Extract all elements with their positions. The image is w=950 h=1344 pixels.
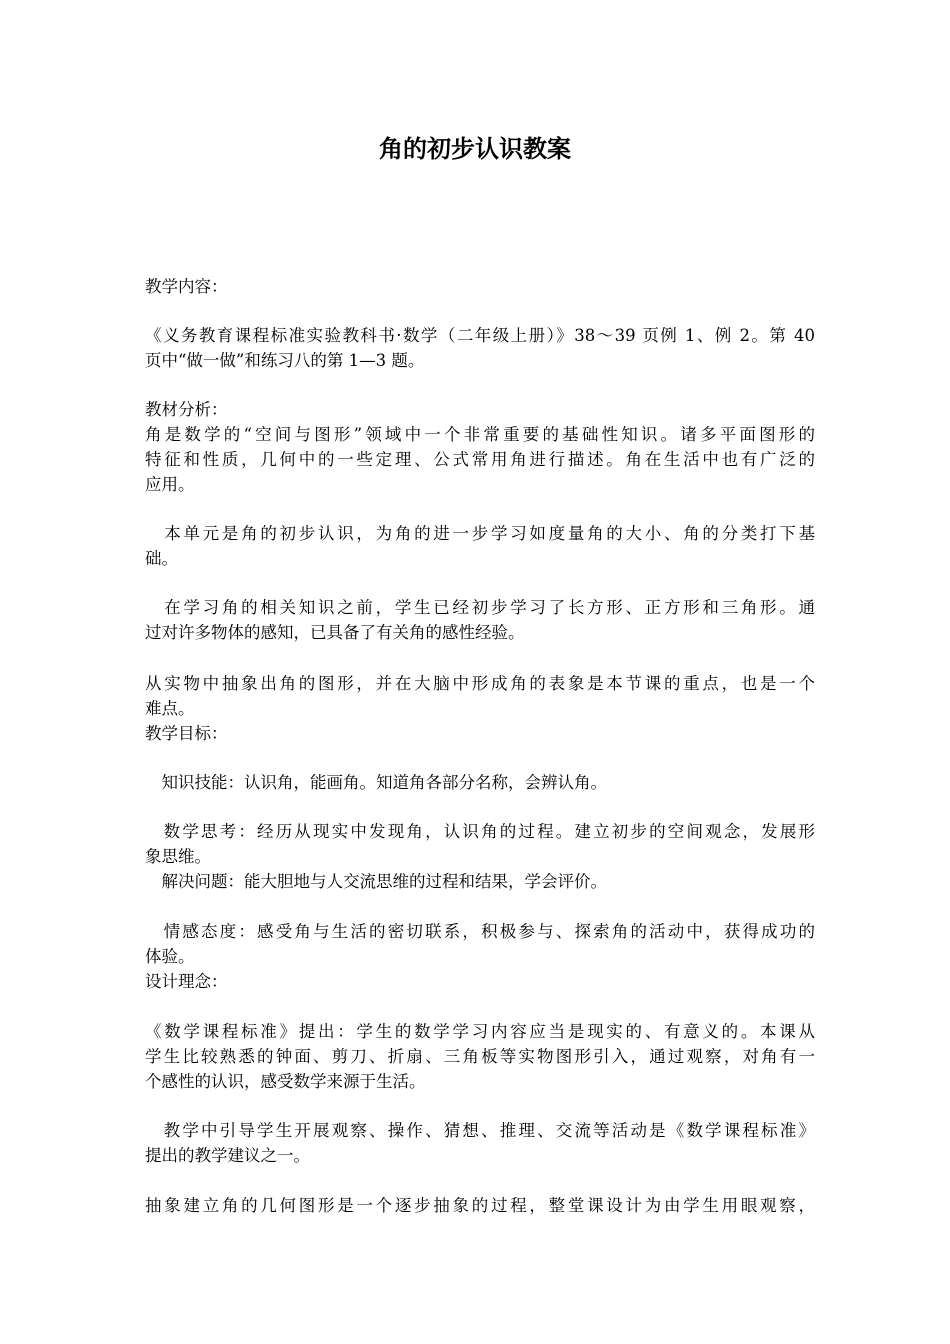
section-heading-design: 设计理念： bbox=[145, 972, 228, 991]
document-title: 角的初步认识教案 bbox=[379, 135, 571, 163]
paragraph-line: 《数学课程标准》提出：学生的数学学习内容应当是现实的、有意义的。本课从 bbox=[145, 1022, 815, 1041]
paragraph-line: 个感性的认识，感受数学来源于生活。 bbox=[145, 1072, 426, 1091]
paragraph-line: 教学中引导学生开展观察、操作、猜想、推理、交流等活动是《数学课程标准》 bbox=[145, 1121, 815, 1140]
paragraph-line: 从实物中抽象出角的图形，并在大脑中形成角的表象是本节课的重点，也是一个 bbox=[145, 674, 815, 693]
paragraph-line: 角是数学的“空间与图形”领域中一个非常重要的基础性知识。诸多平面图形的 bbox=[145, 425, 815, 444]
paragraph-line: 数学思考：经历从现实中发现角，认识角的过程。建立初步的空间观念，发展形 bbox=[145, 822, 815, 841]
section-heading-objectives: 教学目标： bbox=[145, 724, 228, 743]
paragraph-line: 应用。 bbox=[145, 475, 195, 494]
paragraph-line: 页中“做一做”和练习八的第 1—3 题。 bbox=[145, 351, 425, 370]
paragraph-line: 础。 bbox=[145, 549, 178, 568]
paragraph-line: 在学习角的相关知识之前，学生已经初步学习了长方形、正方形和三角形。通 bbox=[145, 598, 815, 617]
paragraph-line: 提出的教学建议之一。 bbox=[145, 1146, 310, 1165]
paragraph-line: 知识技能：认识角，能画角。知道角各部分名称，会辨认角。 bbox=[145, 773, 607, 792]
paragraph-line: 解决问题：能大胆地与人交流思维的过程和结果，学会评价。 bbox=[145, 872, 607, 891]
paragraph-line: 难点。 bbox=[145, 699, 195, 718]
paragraph-line: 象思维。 bbox=[145, 847, 211, 866]
paragraph-line: 情感态度：感受角与生活的密切联系，积极参与、探索角的活动中，获得成功的 bbox=[145, 922, 815, 941]
paragraph-line: 过对许多物体的感知，已具备了有关角的感性经验。 bbox=[145, 623, 525, 642]
section-heading-content: 教学内容： bbox=[145, 277, 228, 296]
paragraph-line: 本单元是角的初步认识，为角的进一步学习如度量角的大小、角的分类打下基 bbox=[145, 524, 815, 543]
paragraph-line: 学生比较熟悉的钟面、剪刀、折扇、三角板等实物图形引入，通过观察，对角有一 bbox=[145, 1047, 815, 1066]
paragraph-line: 体验。 bbox=[145, 947, 195, 966]
paragraph-line: 特征和性质，几何中的一些定理、公式常用角进行描述。角在生活中也有广泛的 bbox=[145, 450, 815, 469]
paragraph-line: 《义务教育课程标准实验教科书·数学（二年级上册）》38～39 页例 1、例 2。第 40 bbox=[145, 326, 815, 345]
section-heading-analysis: 教材分析： bbox=[145, 400, 228, 419]
paragraph-line: 抽象建立角的几何图形是一个逐步抽象的过程，整堂课设计为由学生用眼观察， bbox=[145, 1196, 815, 1215]
